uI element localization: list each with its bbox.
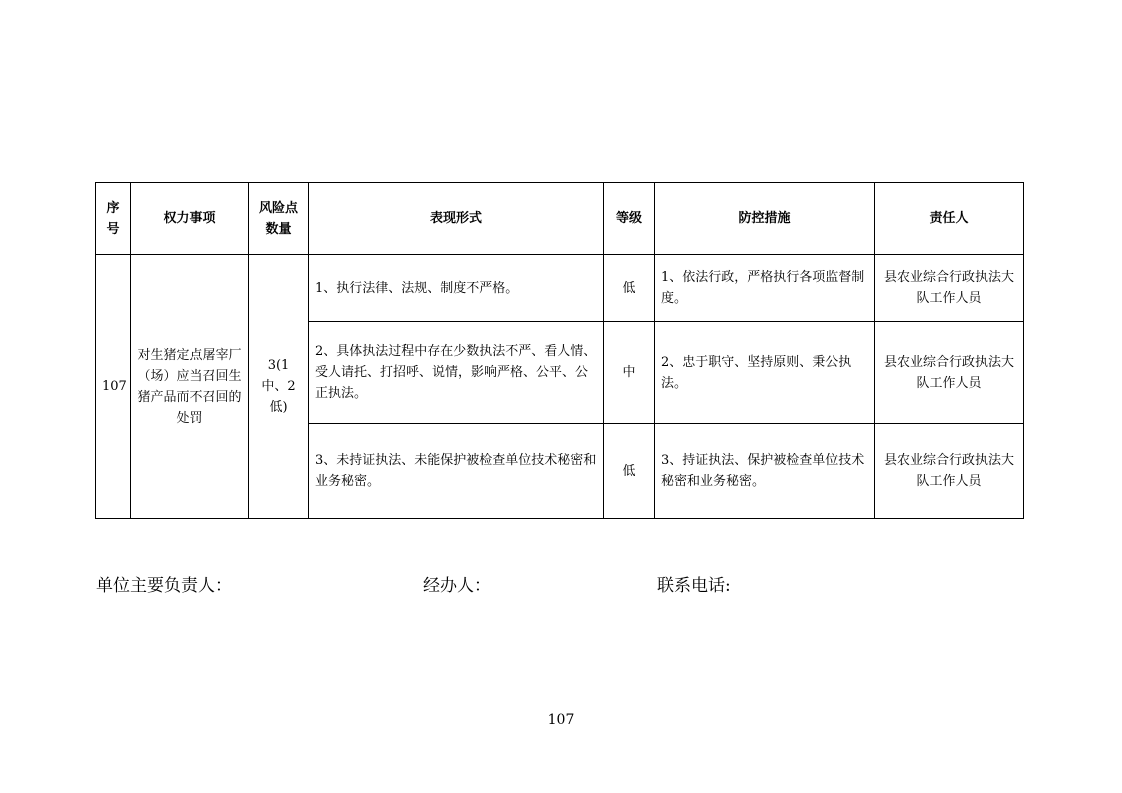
cell-level: 低 (604, 424, 655, 519)
cell-measures: 3、持证执法、保护被检查单位技术秘密和业务秘密。 (655, 424, 875, 519)
cell-measures: 1、依法行政，严格执行各项监督制度。 (655, 255, 875, 322)
header-measures: 防控措施 (655, 183, 875, 255)
cell-form: 3、未持证执法、未能保护被检查单位技术秘密和业务秘密。 (309, 424, 604, 519)
cell-person: 县农业综合行政执法大队工作人员 (875, 322, 1024, 424)
cell-level: 低 (604, 255, 655, 322)
table-header-row (96, 183, 1024, 255)
risk-table (95, 182, 1024, 519)
header-level: 等级 (604, 183, 655, 255)
cell-form: 1、执行法律、法规、制度不严格。 (309, 255, 604, 322)
table-row (96, 255, 1024, 322)
leader-label: 单位主要负责人： (96, 576, 232, 596)
header-seq: 序号 (96, 183, 131, 255)
page-number: 107 (547, 712, 575, 728)
header-count: 风险点数量 (249, 183, 309, 255)
header-person: 责任人 (875, 183, 1024, 255)
cell-form: 2、具体执法过程中存在少数执法不严、看人情、受人请托、打招呼、说情，影响严格、公平、公正执法。 (309, 322, 604, 424)
cell-count: 3(1 中、2 低) (249, 255, 309, 519)
cell-seq: 107 (96, 255, 131, 519)
cell-measures: 2、忠于职守、坚持原则、秉公执法。 (655, 322, 875, 424)
cell-person: 县农业综合行政执法大队工作人员 (875, 255, 1024, 322)
cell-level: 中 (604, 322, 655, 424)
header-item: 权力事项 (131, 183, 249, 255)
cell-item: 对生猪定点屠宰厂（场）应当召回生猪产品而不召回的处罚 (131, 255, 249, 519)
cell-person: 县农业综合行政执法大队工作人员 (875, 424, 1024, 519)
phone-label: 联系电话: (657, 576, 731, 596)
header-form: 表现形式 (309, 183, 604, 255)
handler-label: 经办人： (423, 576, 491, 596)
